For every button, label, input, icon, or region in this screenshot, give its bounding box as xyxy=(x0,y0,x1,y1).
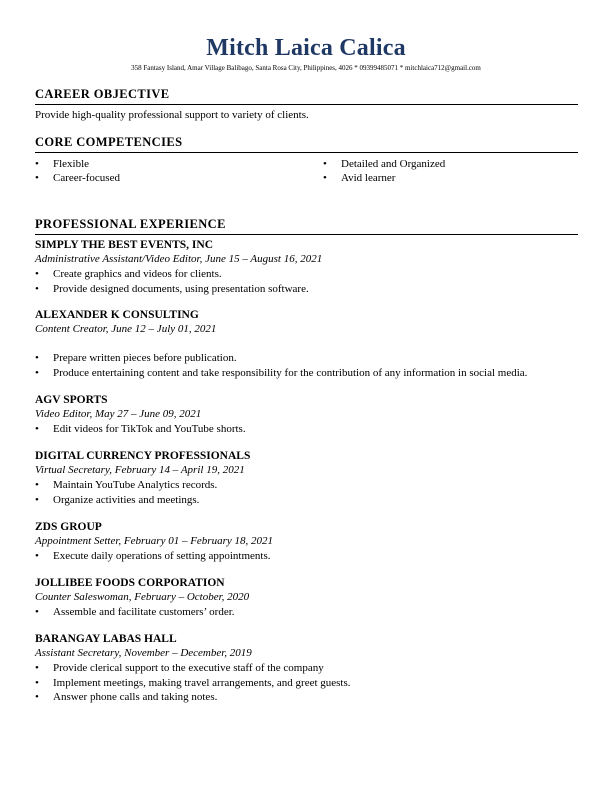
competency-item: • Flexible xyxy=(35,158,90,170)
job-duty: • Provide clerical support to the executive staff of the company xyxy=(35,662,324,674)
job-duty: • Provide designed documents, using presentation software. xyxy=(35,283,309,295)
job-company: ALEXANDER K CONSULTING xyxy=(35,309,199,321)
job-duty: • Edit videos for TikTok and YouTube shorts. xyxy=(35,423,246,435)
job-company: ZDS GROUP xyxy=(35,521,102,533)
job-company: DIGITAL CURRENCY PROFESSIONALS xyxy=(35,450,251,462)
job-duty: • Maintain YouTube Analytics records. xyxy=(35,479,218,491)
bullet-icon: • xyxy=(35,550,39,562)
bullet-icon: • xyxy=(35,172,39,184)
bullet-icon: • xyxy=(35,606,39,618)
bullet-icon: • xyxy=(35,283,39,295)
job-duty: • Execute daily operations of setting appointments. xyxy=(35,550,271,562)
job-duty: • Implement meetings, making travel arrangements, and greet guests. xyxy=(35,677,351,689)
competency-item: • Avid learner xyxy=(323,172,396,184)
job-duty: • Answer phone calls and taking notes. xyxy=(35,691,218,703)
job-role: Administrative Assistant/Video Editor, June 15 – August 16, 2021 xyxy=(35,253,323,265)
job-duty: • Organize activities and meetings. xyxy=(35,494,200,506)
job-role: Content Creator, June 12 – July 01, 2021 xyxy=(35,323,217,335)
bullet-icon: • xyxy=(35,367,39,379)
bullet-icon: • xyxy=(35,677,39,689)
job-role: Video Editor, May 27 – June 09, 2021 xyxy=(35,408,202,420)
bullet-icon: • xyxy=(35,691,39,703)
job-role: Counter Saleswoman, February – October, 2020 xyxy=(35,591,250,603)
job-company: BARANGAY LABAS HALL xyxy=(35,633,177,645)
job-duty: • Prepare written pieces before publication. xyxy=(35,352,237,364)
job-duty: • Create graphics and videos for clients. xyxy=(35,268,222,280)
section-title-career-objective: CAREER OBJECTIVE xyxy=(35,87,578,105)
bullet-icon: • xyxy=(35,423,39,435)
bullet-icon: • xyxy=(323,172,327,184)
bullet-icon: • xyxy=(323,158,327,170)
competency-item: • Detailed and Organized xyxy=(323,158,446,170)
bullet-icon: • xyxy=(35,158,39,170)
job-role: Appointment Setter, February 01 – February 18, 2021 xyxy=(35,535,273,547)
bullet-icon: • xyxy=(35,662,39,674)
contact-line: 358 Fantasy Island, Amar Village Balibago, Santa Rosa City, Philippines, 4026 * 09399485071 * mitchlaica712@gmail.com xyxy=(131,64,481,72)
competency-item: • Career-focused xyxy=(35,172,120,184)
bullet-icon: • xyxy=(35,494,39,506)
applicant-name: Mitch Laica Calica xyxy=(206,35,406,61)
bullet-icon: • xyxy=(35,479,39,491)
job-duty: • Produce entertaining content and take responsibility for the contribution of any information in social media. xyxy=(35,367,528,379)
bullet-icon: • xyxy=(35,352,39,364)
job-company: JOLLIBEE FOODS CORPORATION xyxy=(35,577,225,589)
job-duty: • Assemble and facilitate customers’ order. xyxy=(35,606,235,618)
bullet-icon: • xyxy=(35,268,39,280)
section-title-professional-experience: PROFESSIONAL EXPERIENCE xyxy=(35,217,578,235)
career-objective-text: Provide high-quality professional support to variety of clients. xyxy=(35,109,309,121)
section-title-core-competencies: CORE COMPETENCIES xyxy=(35,135,578,153)
job-company: SIMPLY THE BEST EVENTS, INC xyxy=(35,239,213,251)
job-role: Virtual Secretary, February 14 – April 19, 2021 xyxy=(35,464,245,476)
job-company: AGV SPORTS xyxy=(35,394,108,406)
job-role: Assistant Secretary, November – December, 2019 xyxy=(35,647,252,659)
